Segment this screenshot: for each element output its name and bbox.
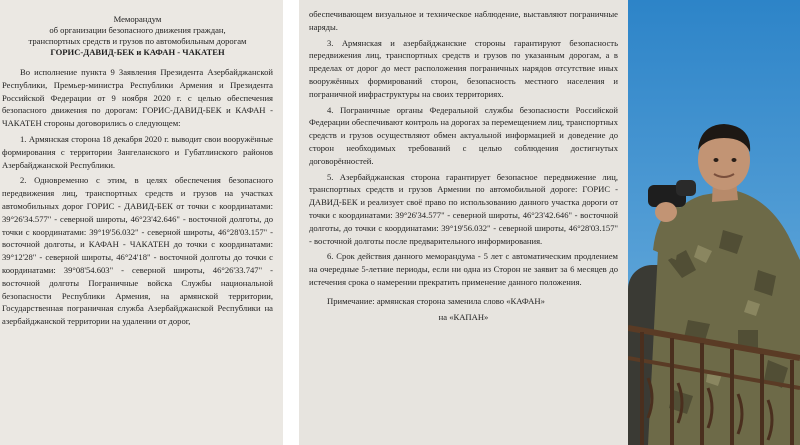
memorandum-page-2 (299, 0, 628, 445)
memorandum-note: на «КАПАН» (438, 311, 489, 322)
metal-railing (628, 318, 800, 445)
memorandum-roads-title: ГОРИС-ДАВИД-БЕК и КАФАН - ЧАКАТЕН (50, 47, 225, 57)
memorandum-paragraph: 3. Армянская и азербайджанские стороны гарантируют безопасность передвижения лиц, транспортных средств и грузов по указанным дорогам, а в пределах от дорог до мест расположения пограничных нарядов отсутствие иных вооружённых формирований сторон, безопасность местного населения и пограничной инфраструктуры на своих территориях. (309, 37, 618, 99)
memorandum-subheading: транспортных средств и грузов по автомобильным дорогам (28, 36, 247, 46)
memorandum-page-1 (0, 0, 283, 445)
memorandum-heading: Меморандум (113, 14, 162, 24)
memorandum-paragraph: Во исполнение пункта 9 Заявления Президента Азербайджанской Республики, Премьер-министра Республики Армения и Президента Российской Федерации от 9 ноября 2020 г. с целью обеспечения безопасного движения по дорогам: ГОРИС-ДАВИД-БЕК и КАФАН - ЧАКАТЕН стороны договорились о следующем: (2, 67, 273, 129)
memorandum-paragraph: 4. Пограничные органы Федеральной службы безопасности Российской Федерации обеспечивают контроль на дорогах за перемещением лиц, транспортных средств и грузов осуществляют обмен актуальной информацией и доведение до сторон необходимых требований с целью соблюдения достигнутых договорённостей. (309, 104, 619, 166)
memorandum-note: Примечание: армянская сторона заменила слово «КАФАН» (327, 295, 545, 306)
memorandum-subheading: об организации безопасного движения граждан, (49, 25, 226, 35)
memorandum-paragraph: обеспечивающем визуальное и техническое наблюдение, выставляют пограничные наряды. (309, 9, 618, 32)
memorandum-paragraph: 5. Азербайджанская сторона гарантирует безопасное передвижение лиц, транспортных средств и грузов Армении по автомобильной дороге: ГОРИС - ДАВИД-БЕК и реализует своё право по использованию данного участка дороги от точки с координатами: 39°26'34.577" - северной широты, 46°23'42.646" - восточной долготы, до точки с координатами: 39°19'56.032" - северной широты, 46°28'03.157" - восточной долготы после предварительного информирования. (309, 171, 618, 246)
memorandum-paragraph: 6. Срок действия данного меморандума - 5 лет с автоматическим продлением на очередные 5-летние периоды, если ни одна из Сторон не заявит за 6 месяцев до истечения срока о намерении прекратить применение данного положения. (309, 251, 618, 287)
photo-officer-with-binoculars (628, 0, 800, 445)
memorandum-paragraph: 2. Одновременно с этим, в целях обеспечения безопасного передвижения лиц, транспортных средств и грузов на участках автомобильных дорог ГОРИС - ДАВИД-БЕК от точки с координатами: 39°26'34.577" - северной широты, 46°23'42.646" - восточной долготы, до точки с координатами: 39°19'56.032" - северной широты, 46°28'03.157" - восточной долготы, и КАФАН - ЧАКАТЕН до точки с координатами: 39°12'28" - северной широты, 46°24'18" - восточной долготы до точки с координатами: 39°08'54.603" - северной широты, 46°26'33.747" - восточной долготы Пограничные войска Службы национальной безопасности Республики Армения, на армянской территории, Государственная пограничная служба Азербайджанской Республики на азербайджанской территории на удалении от дорог, (2, 175, 273, 327)
memorandum-paragraph: 1. Армянская сторона 18 декабря 2020 г. выводит свои вооружённые формирования с территории Зангеланского и Губатлинского районов Азербайджанской Республики. (2, 133, 273, 170)
